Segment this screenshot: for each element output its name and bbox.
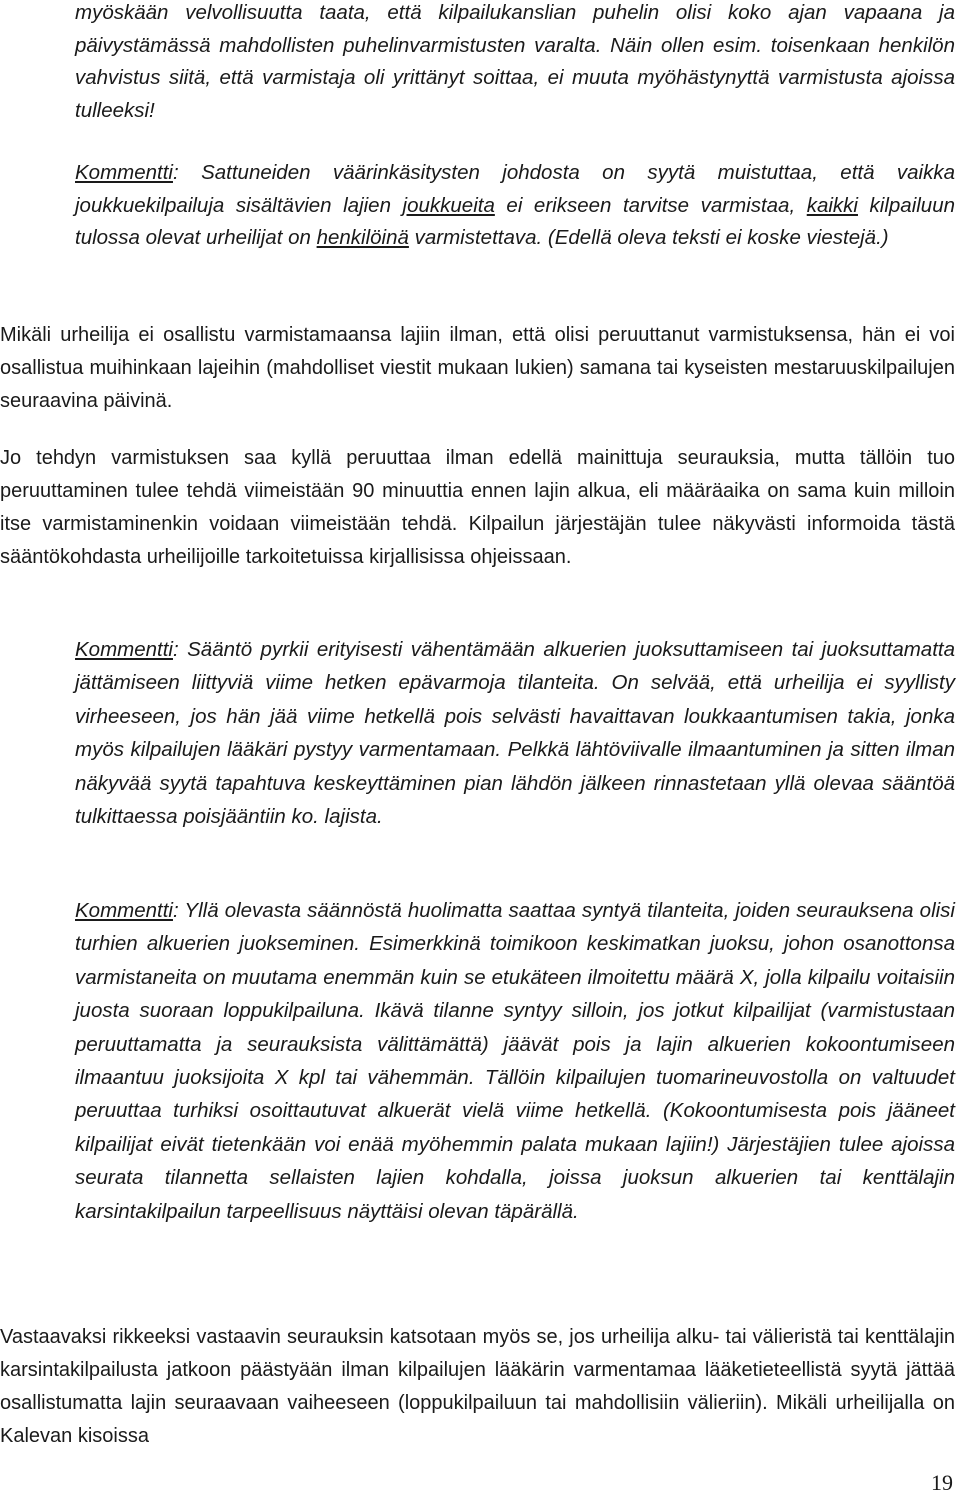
comment-text: : Sääntö pyrkii erityisesti vähentämään alkuerien juoksuttamiseen tai juoksuttamatta jättämiseen liittyviä viime hetken epävarmoja tilanteita. On selvää, että urheilija ei syyllisty virheeseen, jos hän jää viime hetkellä pois selvästi havaittavan loukkaantumisen takia, jonka myös kilpailujen lääkäri pystyy varmentamaan. Pelkkä lähtöviivalle ilmaantuminen ja sitten ilman näkyvää syytä tapahtuva keskeyttäminen pian lähdön jälkeen rinnastetaan yllä olevaa sääntöä tulkittaessa poisjääntiin ko. lajista. [75, 638, 955, 829]
comment-label: Kommentti [75, 638, 173, 661]
comment-text-b: ei erikseen tarvitse varmistaa, [494, 193, 807, 217]
comment-label: Kommentti [75, 899, 173, 922]
paragraph-cancellation-rule: Jo tehdyn varmistuksen saa kyllä peruuttaa ilman edellä mainittuja seurauksia, mutta tällöin tuo peruuttaminen tulee tehdä viimeistään 90 minuuttia ennen lajin alkua, eli määräaika on sama kuin milloin itse varmistaminenkin voidaan viimeistään tehdä. Kilpailun järjestäjän tulee näkyvästi informoida tästä sääntökohdasta urheilijoille tarkoitetuissa kirjallisissa ohjeissaan. [0, 447, 955, 568]
comment-joukkue-varmistus [75, 157, 955, 255]
comment-rule-purpose [75, 633, 955, 833]
comment-underlined-kaikki: kaikki [806, 193, 858, 217]
comment-text-c: kilpailuun tulossa olevat urheilijat on [75, 193, 956, 249]
comment-underlined-joukkueita: joukkueita [402, 193, 495, 217]
comment-text: : Yllä olevasta säännöstä huolimatta saattaa syntyä tilanteita, joiden seurauksena olisi turhien alkuerien juokseminen. Esimerkkinä toimikoon keskimatkan juoksu, johon osanottonsa varmistaneita on muutama enemmän kuin se etukäteen ilmoitettu määrä X, jolla kilpailu voitaisiin juosta suoraan loppukilpailuna. Ikävä tilanne syntyy silloin, jos jotkut kilpailijat (varmistustaan peruuttamatta ja seurauksista välittämättä) jäävät pois ja lajin alkuerien kokoontumiseen ilmaantuu juoksijoita X kpl tai vähemmän. Tällöin kilpailujen tuomarineuvostolla on valtuudet peruuttaa turhiksi osoittautuvat alkuerät vielä viime hetkellä. (Kokoontumisesta pois jääneet kilpailijat eivät tietenkään voi enää myöhemmin palata mukaan lajiin!) Järjestäjien tulee ajoissa seurata tilannetta sellaisten lajien kohdalla, joissa juoksun alkuerien tai kenttälajin karsintakilpailun tarpeellisuus näyttäisi olevan täpärällä. [75, 899, 955, 1223]
comment-heat-cancellation [75, 894, 955, 1228]
paragraph-no-participation: Mikäli urheilija ei osallistu varmistamaansa lajiin ilman, että olisi peruuttanut varmistuksensa, hän ei voi osallistua muihinkaan lajeihin (mahdolliset viestit mukaan lukien) samana tai kyseisten mestaruuskilpailujen seuraavina päivinä. [0, 324, 955, 412]
comment-underlined-henkiloina: henkilöinä [316, 226, 409, 249]
comment-text-a: : Sattuneiden väärinkäsitysten johdosta on syytä muistuttaa, että vaikka joukkuekilpailuja sisältävien lajien [75, 161, 955, 217]
page-number: 19 [931, 1470, 953, 1495]
paragraph-equivalent-violation: Vastaavaksi rikkeeksi vastaavin seurauksin katsotaan myös se, jos urheilija alku- tai välieristä tai kenttälajin karsintakilpailusta jatkoon päästyään ilman kilpailujen lääkärin varmentamaa lääketieteellistä syytä jättää osallistumatta lajin seuraavaan vaiheeseen (loppukilpailuun tai mahdollisiin välieriin). Mikäli urheilijalla on Kalevan kisoissa [0, 1326, 955, 1447]
comment-label: Kommentti [75, 161, 173, 184]
comment-text-d: varmistettava. (Edellä oleva teksti ei koske viestejä.) [408, 226, 889, 249]
paragraph-intro-continuation: myöskään velvollisuutta taata, että kilpailukanslian puhelin olisi koko ajan vapaana ja päivystämässä mahdollisten puhelinvarmistusten varalta. Näin ollen esim. toisenkaan henkilön vahvistus siitä, että varmistaja oli yrittänyt soittaa, ei muuta myöhästynyttä varmistusta ajoissa tulleeksi! [75, 1, 955, 122]
